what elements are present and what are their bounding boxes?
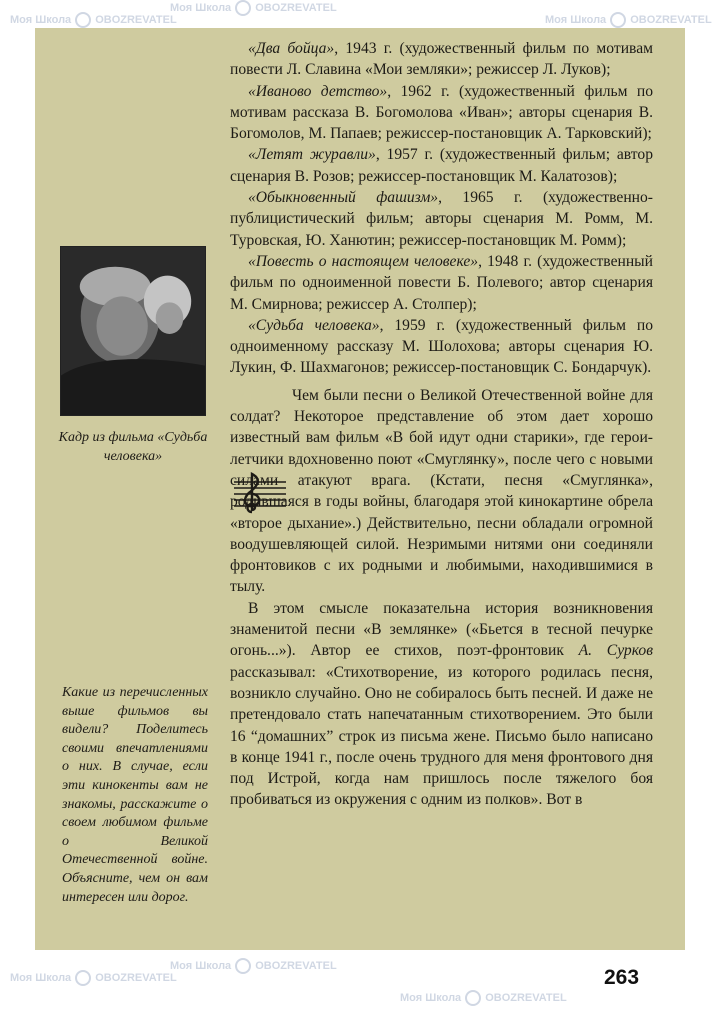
photo-caption: Кадр из фильма «Судьба человека» — [58, 430, 208, 464]
film-entry: «Иваново детство», 1962 г. (художественный фильм по мотивам рассказа В. Богомолова «Иван»; авторы сценария В. Богомолов, М. Папаев; режиссер-постановщик А. Тарковский); — [230, 82, 653, 143]
film-title: «Иваново детство» — [248, 82, 388, 100]
page-number: 263 — [604, 966, 640, 989]
film-entry: «Летят журавли», 1957 г. (художественный фильм; автор сценария В. Розов; режиссер-постановщик М. Калатозов); — [230, 146, 653, 185]
watermark-logo-icon — [610, 12, 626, 28]
film-entry: «Повесть о настоящем человеке», 1948 г. (художественный фильм по одноименной повести Б. Полевого; автор сценария М. Смирнова; режиссер А. Столпер); — [230, 252, 654, 313]
film-entry: «Судьба человека», 1959 г. (художественный фильм по одноименному рассказу М. Шолохова; авторы сценария Ю. Лукин, Ф. Шахмагонов; режиссер-постановщик С. Бондарчук). — [230, 316, 653, 377]
film-still-photo — [60, 246, 206, 416]
songs-paragraph: Чем были песни о Великой Отечественной войне для солдат? Некоторое представление об этом дает хорошо известный вам фильм «В бой идут одни старики», где герои-летчики вдохновенно поют «Смуглянку», после чего с новыми силами атакуют врага. (Кстати, песня «Смуглянка», родившаяся в годы войны, благодаря этой кинокартине обрела «второе дыхание».) Действительно, песни обладали огромной воодушевляющей силой. Незримыми нитями они соединяли фронтовиков с их родными и любимыми, находившимися в тылу. — [230, 386, 653, 596]
film-entry: «Обыкновенный фашизм», 1965 г. (художественно-публицистический фильм; авторы сценария М. Ромм, М. Туровская, Ю. Ханютин; режиссер-постановщик М. Ромм); — [230, 189, 653, 249]
watermark: Моя Школа OBOZREVATEL — [10, 970, 177, 986]
watermark-logo-icon — [75, 12, 91, 28]
watermark-logo-icon — [235, 958, 251, 974]
watermark: Моя Школа OBOZREVATEL — [400, 990, 567, 1006]
watermark: Моя Школа OBOZREVATEL — [545, 12, 712, 28]
watermark: Моя Школа OBOZREVATEL — [10, 12, 177, 28]
film-title: «Повесть о настоящем человеке» — [248, 252, 479, 270]
watermark: Моя Школа OBOZREVATEL — [170, 0, 337, 16]
film-title: «Судьба человека» — [248, 316, 380, 334]
watermark-logo-icon — [75, 970, 91, 986]
film-title: «Летят журавли» — [248, 146, 376, 164]
film-title: «Обыкновенный фашизм» — [248, 189, 439, 207]
music-clef-icon — [232, 470, 288, 516]
author-name: А. Сурков — [578, 642, 653, 660]
film-title: «Два бойца» — [248, 40, 335, 57]
film-entry: «Два бойца», 1943 г. (художественный фильм по мотивам повести Л. Славина «Мои земляки»; режиссер Л. Луков); — [230, 40, 653, 79]
zemlyanka-paragraph: В этом смысле показательна история возникновения знаменитой песни «В землянке» («Бьется в тесной печурке огонь...»). Автор ее стихов, поэт-фронтовик А. Сурков рассказывал: «Стихотворение, из которого родилась песня, возникло случайно. Оно не собиралось быть песней. И даже не претендовало стать напечатанным стихотворением. Это были 16 “домашних” строк из письма жене. Письмо было написано в конце 1941 г., после очень трудного для меня фронтового дня под Истрой, когда нам пришлось после тяжелого боя пробиваться из окружения с одним из полков». Вот в — [230, 599, 653, 809]
side-note-question: Какие из перечисленных выше фильмов вы видели? Поделитесь своими впечатлениями о них. В случае, если эти кинокенты вам не знакомы, расскажите о своем любимом фильме о Великой Отечественной войне. Объясните, чем он вам интересен или дорог. — [62, 685, 208, 905]
watermark-logo-icon — [235, 0, 251, 16]
watermark-logo-icon — [465, 990, 481, 1006]
main-text — [230, 38, 653, 811]
watermark: Моя Школа OBOZREVATEL — [170, 958, 337, 974]
